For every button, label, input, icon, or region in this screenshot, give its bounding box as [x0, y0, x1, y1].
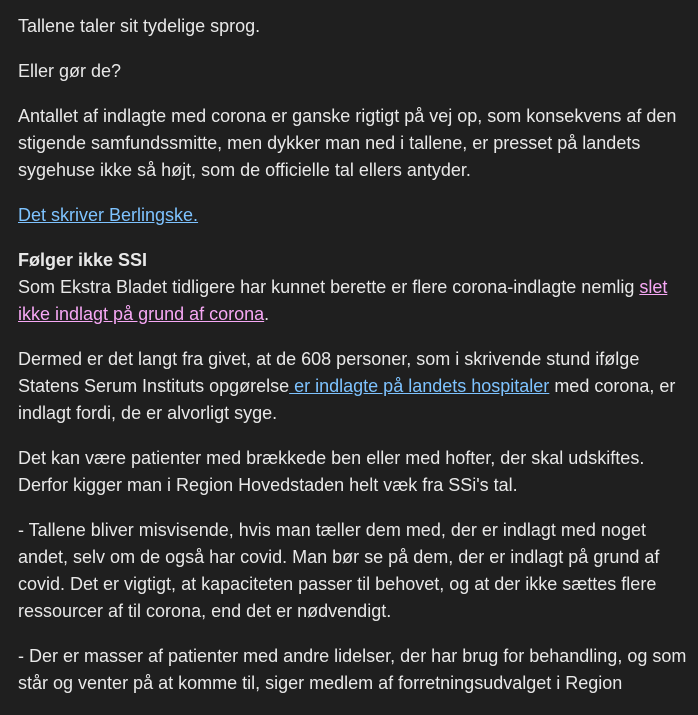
not-admitted-link[interactable]: slet ikke indlagt på grund af corona: [18, 277, 668, 324]
paragraph-ssi: [18, 247, 690, 328]
paragraph-admissions: Antallet af indlagte med corona er ganske rigtigt på vej op, som konsekvens af den stigende samfundssmitte, men dykker man ned i tallene, er presset på landets sygehuse ikke så højt, som de officielle tal ellers antyder.: [18, 106, 677, 180]
paragraph-question: Eller gør de?: [18, 61, 122, 81]
paragraph-source: [18, 202, 690, 229]
article-body: [18, 13, 690, 715]
paragraph-608: [18, 346, 690, 427]
paragraph-ssi-text: Som Ekstra Bladet tidligere har kunnet berette er flere corona-indlagte nemlig: [18, 277, 640, 297]
paragraph-608-text2: med corona, er indlagt fordi, de er alvorligt syge.: [18, 376, 676, 423]
paragraph-intro: Tallene taler sit tydelige sprog.: [18, 16, 261, 36]
hospitals-link[interactable]: er indlagte på landets hospitaler: [289, 376, 550, 396]
subheading: Følger ikke SSI: [18, 250, 148, 270]
paragraph-608-text1: Dermed er det langt fra givet, at de 608 personer, som i skrivende stund ifølge Statens Serum Instituts opgørelse: [18, 349, 640, 396]
paragraph-ssi-end: .: [264, 304, 270, 324]
paragraph-patients: Det kan være patienter med brækkede ben eller med hofter, der skal udskiftes. Derfor kigger man i Region Hovedstaden helt væk fra SSi's tal.: [18, 448, 645, 495]
paragraph-quote-2: - Der er masser af patienter med andre lidelser, der har brug for behandling, og som står og venter på at komme til, siger medlem af forretningsudvalget i Region: [18, 646, 687, 693]
berlingske-link[interactable]: Det skriver Berlingske.: [18, 205, 199, 225]
paragraph-quote-1: - Tallene bliver misvisende, hvis man tæller dem med, der er indlagt med noget andet, selv om de også har covid. Man bør se på dem, der er indlagt på grund af covid. Det er vigtigt, at kapaciteten passer til behovet, og at der ikke sættes flere ressourcer af til corona, end det er nødvendigt.: [18, 520, 660, 621]
